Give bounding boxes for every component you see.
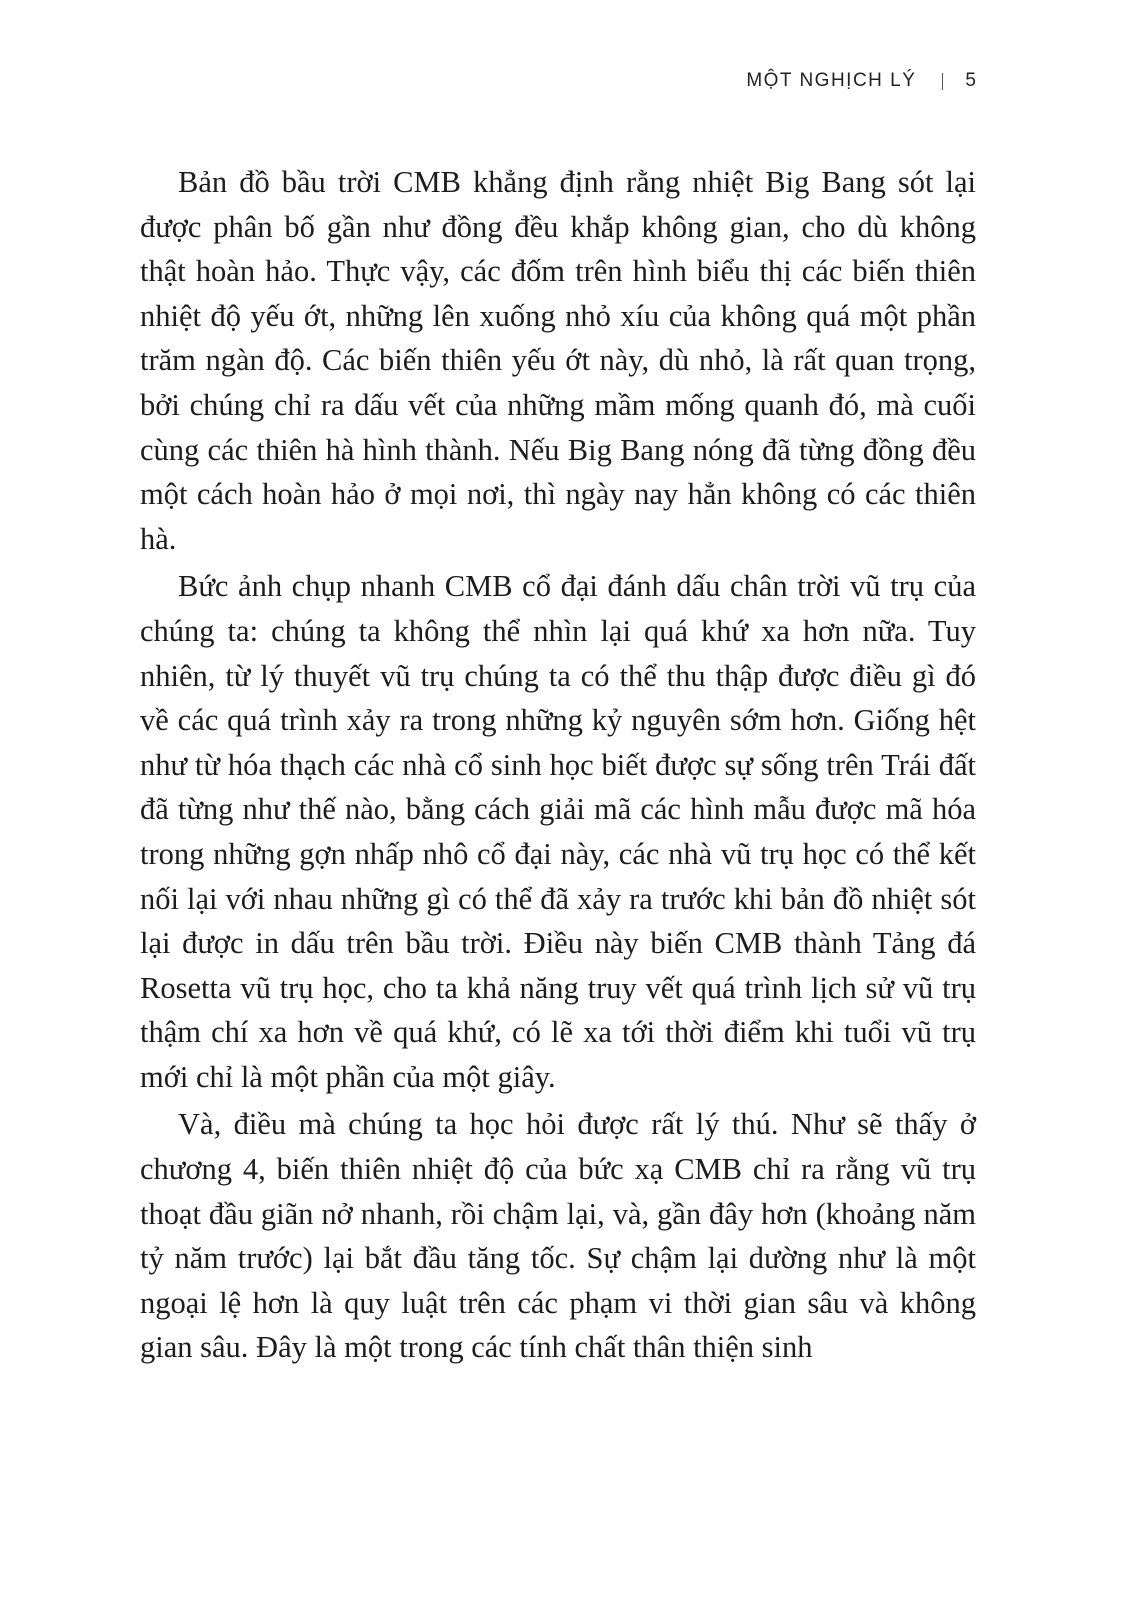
body-text (140, 160, 976, 1373)
paragraph: Và, điều mà chúng ta học hỏi được rất lý thú. Như sẽ thấy ở chương 4, biến thiên nhiệt độ của bức xạ CMB chỉ ra rằng vũ trụ thoạt đầu giãn nở nhanh, rồi chậm lại, và, gần đây hơn (khoảng năm tỷ năm trước) lại bắt đầu tăng tốc. Sự chậm lại dường như là một ngoại lệ hơn là quy luật trên các phạm vi thời gian sâu và không gian sâu. Đây là một trong các tính chất thân thiện sinh (140, 1107, 976, 1365)
paragraph: Bản đồ bầu trời CMB khẳng định rằng nhiệt Big Bang sót lại được phân bố gần như đồng đều khắp không gian, cho dù không thật hoàn hảo. Thực vậy, các đốm trên hình biểu thị các biến thiên nhiệt độ yếu ớt, những lên xuống nhỏ xíu của không quá một phần trăm ngàn độ. Các biến thiên yếu ớt này, dù nhỏ, là rất quan trọng, bởi chúng chỉ ra dấu vết của những mầm mống quanh đó, mà cuối cùng các thiên hà hình thành. Nếu Big Bang nóng đã từng đồng đều một cách hoàn hảo ở mọi nơi, thì ngày nay hẳn không có các thiên hà. (140, 165, 976, 556)
page-number: 5 (965, 70, 976, 91)
chapter-title: MỘT NGHỊCH LÝ (746, 70, 917, 91)
running-header (746, 70, 976, 92)
paragraph: Bức ảnh chụp nhanh CMB cổ đại đánh dấu chân trời vũ trụ của chúng ta: chúng ta không thể nhìn lại quá khứ xa hơn nữa. Tuy nhiên, từ lý thuyết vũ trụ chúng ta có thể thu thập được điều gì đó về các quá trình xảy ra trong những kỷ nguyên sớm hơn. Giống hệt như từ hóa thạch các nhà cổ sinh học biết được sự sống trên Trái đất đã từng như thế nào, bằng cách giải mã các hình mẫu được mã hóa trong những gợn nhấp nhô cổ đại này, các nhà vũ trụ học có thể kết nối lại với nhau những gì có thể đã xảy ra trước khi bản đồ nhiệt sót lại được in dấu trên bầu trời. Điều này biến CMB thành Tảng đá Rosetta vũ trụ học, cho ta khả năng truy vết quá trình lịch sử vũ trụ thậm chí xa hơn về quá khứ, có lẽ xa tới thời điểm khi tuổi vũ trụ mới chỉ là một phần của một giây. (140, 569, 976, 1094)
header-divider (942, 73, 943, 90)
